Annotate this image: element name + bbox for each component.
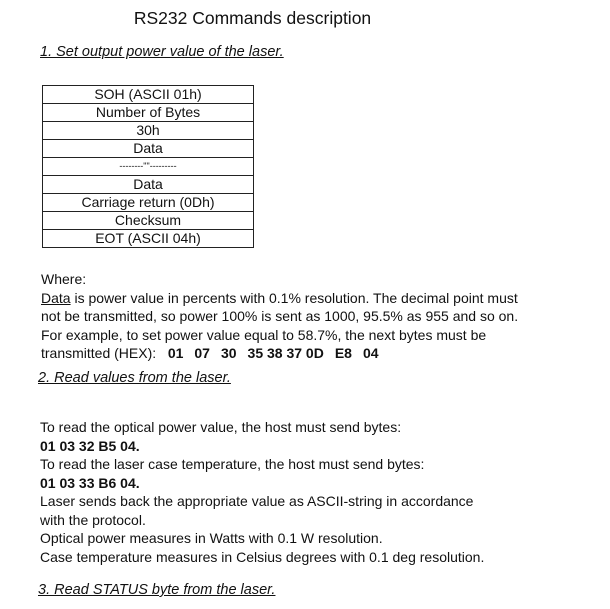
power-read-text: To read the optical power value, the host must send bytes:: [40, 419, 402, 435]
page-title: RS232 Commands description: [133, 8, 372, 28]
frame-row-soh: SOH (ASCII 01h): [43, 86, 254, 104]
section-2-description: [40, 418, 600, 566]
section-1-heading: 1. Set output power value of the laser.: [40, 44, 284, 60]
example-label: transmitted (HEX):: [41, 345, 157, 361]
data-description-line-1: [41, 289, 601, 308]
frame-row-carriage-return: Carriage return (0Dh): [43, 194, 254, 212]
frame-row-byte-count: Number of Bytes: [43, 104, 254, 122]
data-description-text: is power value in percents with 0.1% resolution. The decimal point must: [70, 289, 518, 306]
temp-read-bytes: 01 03 33 B6 04.: [40, 474, 140, 491]
power-unit-text: Optical power measures in Watts with 0.1 W resolution.: [40, 530, 383, 546]
section-3-heading: 3. Read STATUS byte from the laser.: [38, 582, 276, 598]
section-1-description: [41, 270, 601, 363]
hex-byte: 30: [220, 345, 237, 361]
hex-byte: 35 38 37 0D: [247, 345, 324, 361]
reply-line-2: with the protocol.: [40, 511, 146, 528]
section-2-heading: 2. Read values from the laser.: [38, 370, 231, 386]
hex-byte: E8: [334, 345, 352, 361]
command-frame-table: [42, 85, 254, 248]
where-label: Where:: [41, 271, 87, 287]
reply-line-1: Laser sends back the appropriate value as ASCII-string in accordance: [40, 493, 474, 509]
frame-row-data: Data: [43, 140, 254, 158]
temp-read-text: To read the laser case temperature, the host must send bytes:: [40, 456, 425, 472]
data-term: Data: [41, 289, 71, 306]
frame-row-eot: EOT (ASCII 04h): [43, 230, 254, 248]
example-line-2: [41, 344, 601, 363]
hex-byte: 07: [194, 345, 210, 361]
example-bytes: [168, 345, 390, 361]
data-description-line-2: not be transmitted, so power 100% is sent as 1000, 95.5% as 955 and so on.: [41, 308, 519, 324]
frame-row-ditto: --------""---------: [43, 158, 254, 176]
example-line-1: For example, to set power value equal to 58.7%, the next bytes must be: [41, 326, 487, 343]
temp-unit-text: Case temperature measures in Celsius degrees with 0.1 deg resolution.: [40, 548, 485, 565]
hex-byte: 04: [362, 345, 379, 361]
frame-row-data-last: Data: [43, 176, 254, 194]
power-read-bytes: 01 03 32 B5 04.: [40, 437, 140, 454]
hex-byte: 01: [167, 345, 184, 361]
frame-row-command: 30h: [43, 122, 254, 140]
frame-row-checksum: Checksum: [43, 212, 254, 230]
